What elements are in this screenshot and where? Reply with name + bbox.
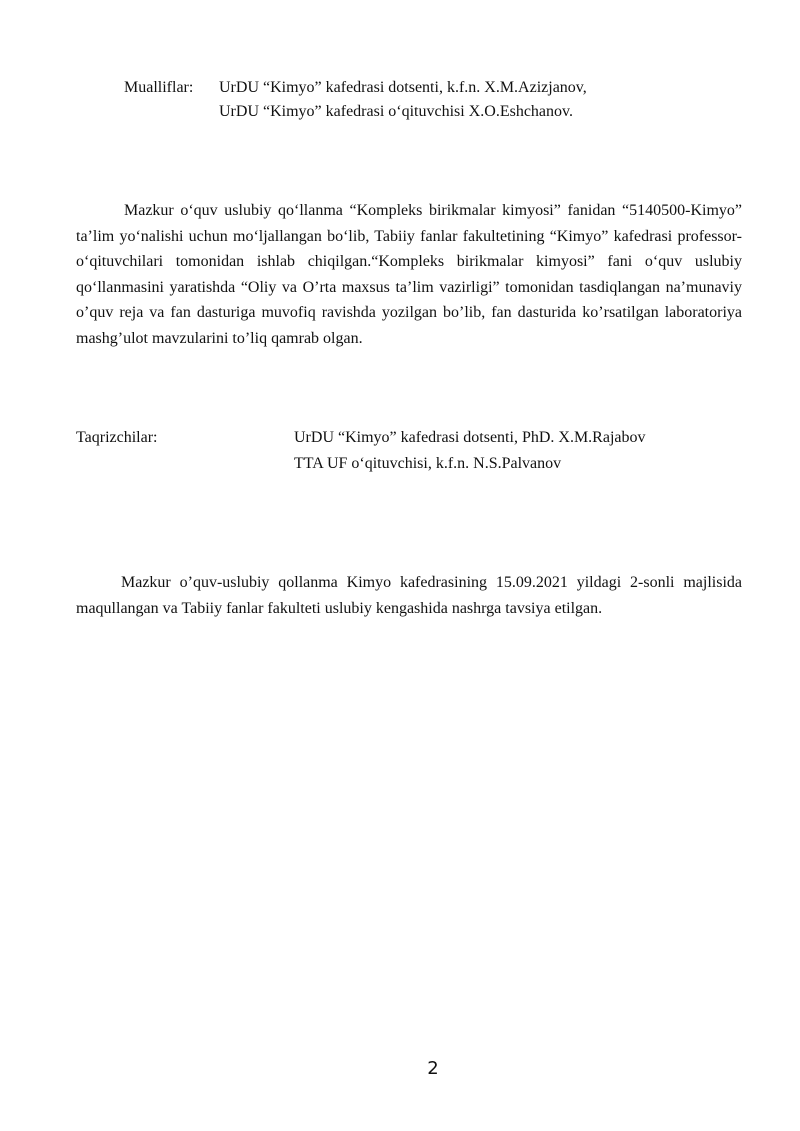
reviewer-line-1: UrDU “Kimyo” kafedrasi dotsenti, PhD. X.M.Rajabov: [294, 429, 646, 446]
description-paragraph: Mazkur o‘quv uslubiy qo‘llanma “Kompleks birikmalar kimyosi” fanidan “5140500-Kimyo” ta’lim yo‘nalishi uchun mo‘ljallangan bo‘lib, Tabiiy fanlar fakultetining “Kimyo” kafedrasi professor-o‘qituvchilari tomonidan ishlab chiqilgan.“Kompleks birikmalar kimyosi” fani o‘quv uslubiy qo‘llanmasini yaratishda “Oliy va O’rta maxsus ta’lim vazirligi” tomonidan tasdiqlangan na’munaviy o’quv reja va fan dasturiga muvofiq ravishda yozilgan bo’lib, fan dasturida ko’rsatilgan laboratoriya mashg’ulot mavzularini to’liq qamrab olgan.: [76, 202, 742, 347]
author-line-1: UrDU “Kimyo” kafedrasi dotsenti, k.f.n. X.M.Azizjanov,: [219, 79, 587, 96]
authors-label: Mualliflar:: [124, 79, 194, 96]
authors-row-1: [124, 76, 724, 100]
reviewers-label-spacer: [76, 451, 294, 477]
authors-row-2: [124, 100, 724, 124]
approval-paragraph: Mazkur o’quv-uslubiy qollanma Kimyo kafedrasining 15.09.2021 yildagi 2-sonli majlisida maqullangan va Tabiiy fanlar fakulteti uslubiy kengashida nashrga tavsiya etilgan.: [76, 574, 742, 617]
authors-label-spacer: [124, 100, 219, 124]
reviewers-row-1: [76, 425, 756, 451]
reviewer-line-2: TTA UF o‘qituvchisi, k.f.n. N.S.Palvanov: [294, 455, 562, 472]
author-line-2: UrDU “Kimyo” kafedrasi o‘qituvchisi X.O.Eshchanov.: [219, 103, 573, 120]
page-number: 2: [427, 1058, 439, 1079]
reviewers-row-2: [76, 451, 756, 477]
reviewers-label: Taqrizchilar:: [76, 429, 158, 446]
authors-block: [124, 76, 724, 124]
reviewers-block: [76, 425, 756, 477]
